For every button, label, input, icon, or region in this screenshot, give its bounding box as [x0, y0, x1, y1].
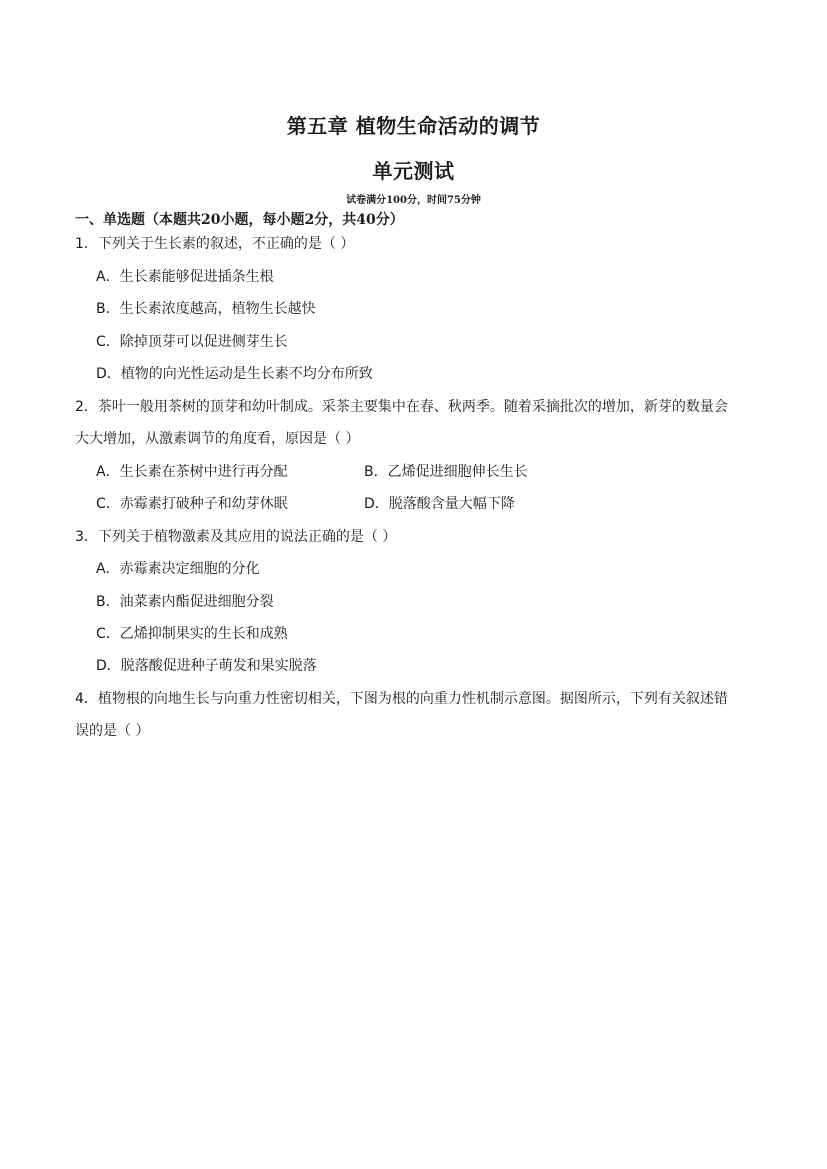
question-2-option-a: A．生长素在茶树中进行再分配 [96, 464, 288, 480]
question-1-option-a: A．生长素能够促进插条生根 [96, 269, 274, 285]
question-2-stem-line-1: 2．茶叶一般用茶树的顶芽和幼叶制成。采茶主要集中在春、秋两季。随着采摘批次的增加，新芽的数量会 [75, 399, 728, 415]
question-1-stem: 1．下列关于生长素的叙述，不正确的是（ ） [75, 236, 355, 252]
question-1-option-d: D．植物的向光性运动是生长素不均分布所致 [96, 366, 373, 382]
question-3-stem: 3．下列关于植物激素及其应用的说法正确的是（ ） [75, 529, 397, 545]
question-2-stem-line-2: 大大增加，从激素调节的角度看，原因是（ ） [75, 431, 360, 447]
unit-test-subtitle: 单元测试 [372, 159, 455, 183]
question-2-option-c: C．赤霉素打破种子和幼芽休眠 [96, 496, 288, 512]
question-4-stem-line-1: 4．植物根的向地生长与向重力性密切相关，下图为根的向重力性机制示意图。据图所示，下列有关叙述错 [75, 691, 728, 707]
question-3-option-c: C．乙烯抑制果实的生长和成熟 [96, 626, 288, 642]
question-1-option-b: B．生长素浓度越高，植物生长越快 [96, 301, 316, 317]
exam-info: 试卷满分100分，时间75分钟 [346, 195, 481, 206]
question-3-option-a: A．赤霉素决定细胞的分化 [96, 561, 260, 577]
chapter-title: 第五章 植物生命活动的调节 [286, 114, 541, 138]
question-2-option-b: B．乙烯促进细胞伸长生长 [364, 464, 528, 480]
question-3-option-b: B．油菜素内酯促进细胞分裂 [96, 594, 274, 610]
section-heading: 一、单选题（本题共20小题，每小题2分，共40分） [75, 212, 404, 228]
question-1-option-c: C．除掉顶芽可以促进侧芽生长 [96, 334, 288, 350]
question-2-option-d: D．脱落酸含量大幅下降 [364, 496, 515, 512]
question-4-stem-line-2: 误的是（ ） [75, 723, 150, 739]
question-3-option-d: D．脱落酸促进种子萌发和果实脱落 [96, 658, 317, 674]
